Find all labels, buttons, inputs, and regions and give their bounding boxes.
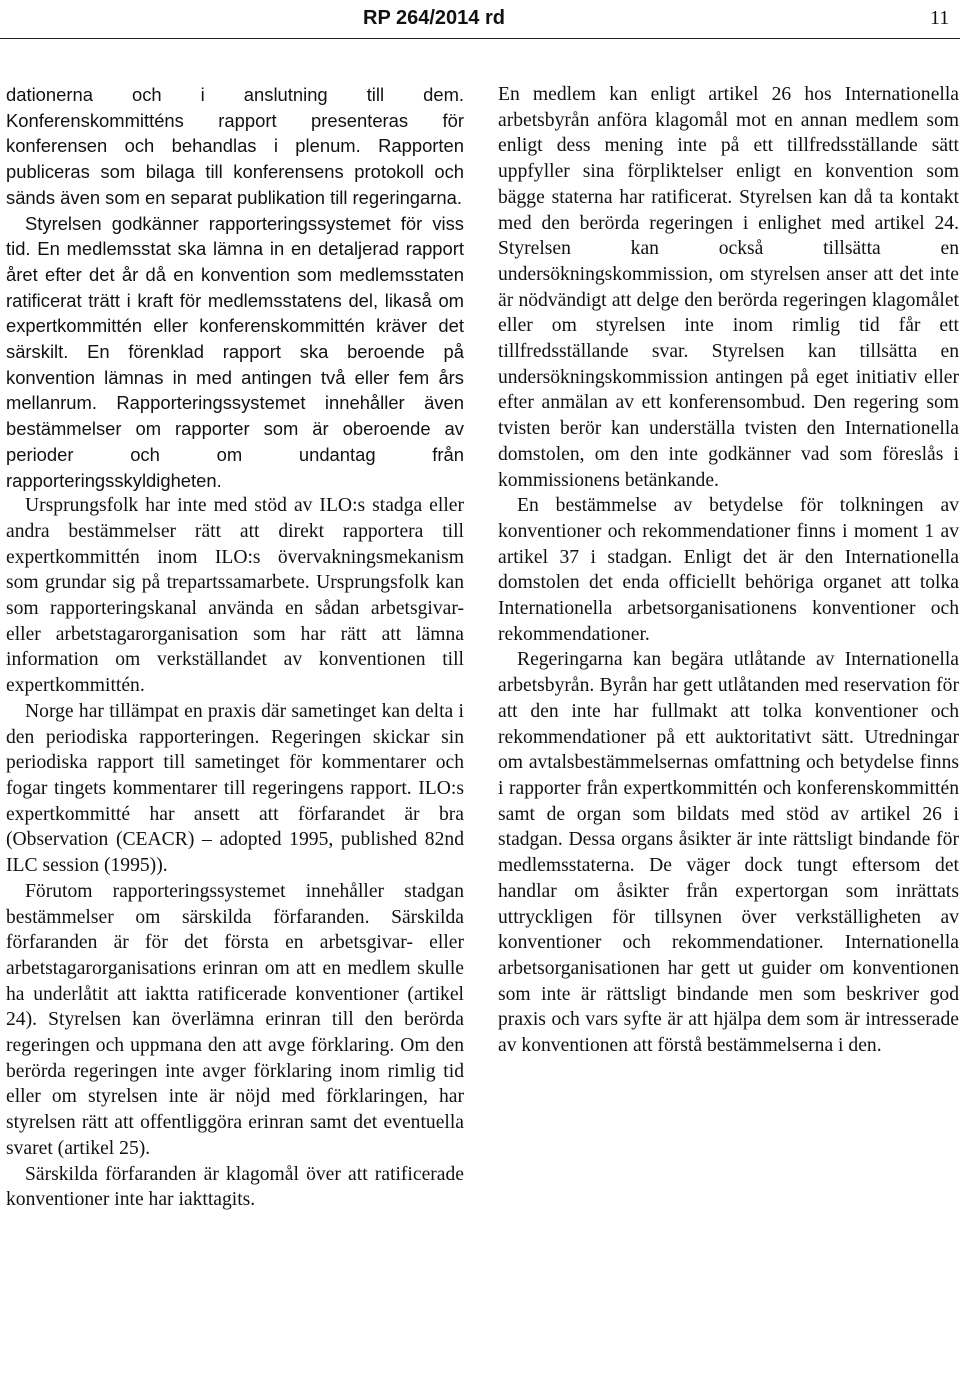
paragraph-left-3: Ursprungsfolk har inte med stöd av ILO:s stadga eller andra bestämmelser rätt att direkt rapportera till expertkommittén inom ILO:s övervakningsmekanism som grundar sig på trepartssamarbete. Ursprungsfolk kan som rapporteringskanal använda en sådan arbetsgivar- eller arbetstagarorganisation som har rätt att lämna information om verkställandet av konventionen till expertkommittén. [6, 495, 464, 697]
paragraph-left-2: Styrelsen godkänner rapporteringssystemet för viss tid. En medlemsstat ska lämna in en detaljerad rapport året efter det år då en konvention som medlemsstaten ratificerat trätt i kraft för medlemsstatens del, likaså om expertkommittén eller konferenskommittén kräver det särskilt. En förenklad rapport ska beroende på konvention lämnas in med antingen två eller fem års mellanrum. Rapporteringssystemet innehåller även bestämmelser om rapporter som är oberoende av perioder och om undantag från rapporteringsskyldigheten. [6, 212, 464, 491]
paragraph-left-4: Norge har tillämpat en praxis där sametinget kan delta i den periodiska rapporteringen. Regeringen skickar sin periodiska rapport till sametinget för kommentarer och fogar tingets kommentarer till regeringens rapport. ILO:s expertkommitté har ansett att förfarandet är bra (Observation (CEACR) – adopted 1995, published 82nd ILC session (1995)). [6, 700, 464, 877]
document-reference: RP 264/2014 rd [363, 7, 505, 29]
page-header [0, 0, 960, 40]
paragraph-right-3: Regeringarna kan begära utlåtande av Internationella arbetsbyrån. Byrån har gett utlåtanden med reservation för att den inte har fullmakt att tolka konventioner och rekommendationer på ett auktoritativt sätt. Utredningar om avtalsbestämmelsernas omfattning och betydelse finns i rapporter från expertkommittén och konferenskommittén samt de organ som bildats med stöd av artikel 26 i stadgan. Dessa organs åsikter är inte rättsligt bindande för medlemsstaterna. De väger dock tungt eftersom det handlar om åsikter från expertorgan som inrättats uttryckligen för tillsynen över verkställigheten av konventioner och rekommendationer. Internationella arbetsorganisationen har gett ut guider om konventionen som inte är rättsligt bindande men som beskriver god praxis och vars syfte är att hjälpa dem som är intresserade av konventionen att förstå bestämmelserna i den. [498, 649, 959, 1057]
right-column [498, 82, 959, 1059]
paragraph-left-1: dationerna och i anslutning till dem. Konferenskommitténs rapport presenteras för konferensen och behandlas i plenum. Rapporten publiceras som bilaga till konferensens protokoll och sänds även som en separat publikation till regeringarna. [6, 84, 464, 208]
header-rule [0, 38, 960, 39]
paragraph-right-2: En bestämmelse av betydelse för tolkningen av konventioner och rekommendationer finns i moment 1 av artikel 37 i stadgan. Enligt det är den Internationella domstolen det enda officiellt behöriga organet att tolka Internationella arbetsorganisationens konventioner och rekommendationer. [498, 495, 959, 645]
left-column [6, 82, 464, 1213]
paragraph-right-1: En medlem kan enligt artikel 26 hos Internationella arbetsbyrån anföra klagomål mot en annan medlem som enligt dess mening inte på ett tillfredsställande sätt uppfyller sina förpliktelser enligt en konvention som bägge staterna har ratificerat. Styrelsen kan då ta kontakt med den berörda regeringen i enlighet med artikel 24. Styrelsen kan också tillsätta en undersökningskommission, om styrelsen anser att det inte är nödvändigt att delge den berörda regeringen klagomålet eller om styrelsen inte inom rimlig tid får ett tillfredsställande svar. Styrelsen kan tillsätta en undersökningskommission antingen på eget initiativ eller efter anmälan av ett konferensombud. Den regering som tvisten berör kan underställa tvisten den Internationella domstolen, om den inte godkänner vad som föreslås i kommissionens betänkande. [498, 84, 959, 491]
page-number: 11 [930, 7, 950, 29]
paragraph-left-5: Förutom rapporteringssystemet innehåller stadgan bestämmelser om särskilda förfaranden. Särskilda förfaranden är för det första en arbetsgivar- eller arbetstagarorganisations erinran om att en medlem skulle ha underlåtit att iaktta ratificerade konventioner (artikel 24). Styrelsen kan överlämna erinran till den berörda regeringen och uppmana den att avge förklaring. Om den berörda regeringen inte avger förklaring inom rimlig tid eller om styrelsen inte är nöjd med förklaringen, har styrelsen rätt att offentliggöra erinran samt det eventuella svaret (artikel 25). [6, 880, 464, 1159]
paragraph-left-6: Särskilda förfaranden är klagomål över att ratificerade konventioner inte har iakttagits. [6, 1163, 464, 1211]
